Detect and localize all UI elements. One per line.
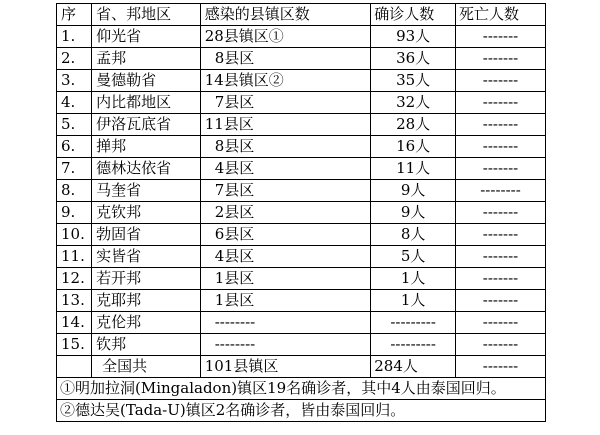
- row-deaths: -------: [456, 312, 546, 334]
- row-counties: --------: [200, 334, 371, 356]
- row-deaths: --------: [456, 180, 546, 202]
- row-region: 克伦邦: [92, 312, 201, 334]
- row-region: 克耶邦: [92, 290, 201, 312]
- row-region: 掸邦: [92, 136, 201, 158]
- row-idx: 8.: [57, 180, 92, 202]
- row-region: 实皆省: [92, 246, 201, 268]
- row-counties: 6县区: [200, 224, 371, 246]
- row-confirmed: 35人: [371, 70, 456, 92]
- row-counties: 4县区: [200, 158, 371, 180]
- row-confirmed: 11人: [371, 158, 456, 180]
- row-confirmed: 93人: [371, 26, 456, 48]
- row-idx: 1.: [57, 26, 92, 48]
- row-region: 内比都地区: [92, 92, 201, 114]
- row-region: 曼德勒省: [92, 70, 201, 92]
- row-region: 若开邦: [92, 268, 201, 290]
- row-deaths: -------: [456, 246, 546, 268]
- table-header: [57, 4, 546, 26]
- row-counties: 1县区: [200, 268, 371, 290]
- row-deaths: -------: [456, 48, 546, 70]
- row-confirmed: 9人: [371, 202, 456, 224]
- header-confirmed: 确诊人数: [371, 4, 456, 26]
- row-idx: 6.: [57, 136, 92, 158]
- table-row: [57, 92, 546, 114]
- footnote-row: [57, 400, 546, 422]
- row-confirmed: 32人: [371, 92, 456, 114]
- total-confirmed: 284人: [371, 356, 456, 378]
- row-confirmed: ---------: [371, 312, 456, 334]
- table-row: [57, 246, 546, 268]
- row-confirmed: 1人: [371, 290, 456, 312]
- row-counties: 4县区: [200, 246, 371, 268]
- row-confirmed: 1人: [371, 268, 456, 290]
- row-deaths: -------: [456, 202, 546, 224]
- row-deaths: -------: [456, 158, 546, 180]
- row-idx: 5.: [57, 114, 92, 136]
- row-counties: 7县区: [200, 180, 371, 202]
- table-row: [57, 48, 546, 70]
- total-label: 全国共: [92, 356, 201, 378]
- row-counties: 8县区: [200, 136, 371, 158]
- row-counties: --------: [200, 312, 371, 334]
- table-row: [57, 224, 546, 246]
- row-idx: 15.: [57, 334, 92, 356]
- table-row: [57, 114, 546, 136]
- header-counties: 感染的县镇区数: [200, 4, 371, 26]
- row-confirmed: 28人: [371, 114, 456, 136]
- row-region: 孟邦: [92, 48, 201, 70]
- row-idx: 14.: [57, 312, 92, 334]
- row-deaths: -------: [456, 136, 546, 158]
- table-row: [57, 312, 546, 334]
- row-idx: 2.: [57, 48, 92, 70]
- row-deaths: -------: [456, 290, 546, 312]
- row-idx: 4.: [57, 92, 92, 114]
- table-row: [57, 290, 546, 312]
- row-region: 克钦邦: [92, 202, 201, 224]
- table-row: [57, 202, 546, 224]
- row-counties: 11县区: [200, 114, 371, 136]
- table-row: [57, 158, 546, 180]
- footnote: ②德达吴(Tada-U)镇区2名确诊者，皆由泰国回归。: [57, 400, 546, 422]
- row-counties: 28县镇区①: [200, 26, 371, 48]
- header-deaths: 死亡人数: [456, 4, 546, 26]
- row-confirmed: 5人: [371, 246, 456, 268]
- total-deaths: -------: [456, 356, 546, 378]
- row-deaths: -------: [456, 224, 546, 246]
- footnote-row: [57, 378, 546, 400]
- header-idx: 序: [57, 4, 92, 26]
- total-idx: [57, 356, 92, 378]
- row-deaths: -------: [456, 92, 546, 114]
- row-counties: 8县区: [200, 48, 371, 70]
- total-row: [57, 356, 546, 378]
- header-region: 省、邦地区: [92, 4, 201, 26]
- row-counties: 7县区: [200, 92, 371, 114]
- row-idx: 10.: [57, 224, 92, 246]
- row-confirmed: 16人: [371, 136, 456, 158]
- row-idx: 11.: [57, 246, 92, 268]
- row-deaths: -------: [456, 334, 546, 356]
- row-confirmed: ---------: [371, 334, 456, 356]
- table-row: [57, 26, 546, 48]
- row-region: 仰光省: [92, 26, 201, 48]
- row-confirmed: 8人: [371, 224, 456, 246]
- table-row: [57, 70, 546, 92]
- row-region: 马奎省: [92, 180, 201, 202]
- row-deaths: -------: [456, 114, 546, 136]
- total-counties: 101县镇区: [200, 356, 371, 378]
- row-region: 德林达依省: [92, 158, 201, 180]
- row-idx: 7.: [57, 158, 92, 180]
- case-table: [56, 3, 546, 422]
- row-counties: 14县镇区②: [200, 70, 371, 92]
- row-idx: 3.: [57, 70, 92, 92]
- table-row: [57, 334, 546, 356]
- row-counties: 1县区: [200, 290, 371, 312]
- row-region: 伊洛瓦底省: [92, 114, 201, 136]
- footnote: ①明加拉洞(Mingaladon)镇区19名确诊者，其中4人由泰国回归。: [57, 378, 546, 400]
- row-idx: 12.: [57, 268, 92, 290]
- row-deaths: -------: [456, 70, 546, 92]
- row-deaths: -------: [456, 26, 546, 48]
- table-row: [57, 180, 546, 202]
- row-deaths: -------: [456, 268, 546, 290]
- row-idx: 9.: [57, 202, 92, 224]
- row-confirmed: 9人: [371, 180, 456, 202]
- row-region: 钦邦: [92, 334, 201, 356]
- row-region: 勃固省: [92, 224, 201, 246]
- table-row: [57, 268, 546, 290]
- row-confirmed: 36人: [371, 48, 456, 70]
- row-idx: 13.: [57, 290, 92, 312]
- row-counties: 2县区: [200, 202, 371, 224]
- table-row: [57, 136, 546, 158]
